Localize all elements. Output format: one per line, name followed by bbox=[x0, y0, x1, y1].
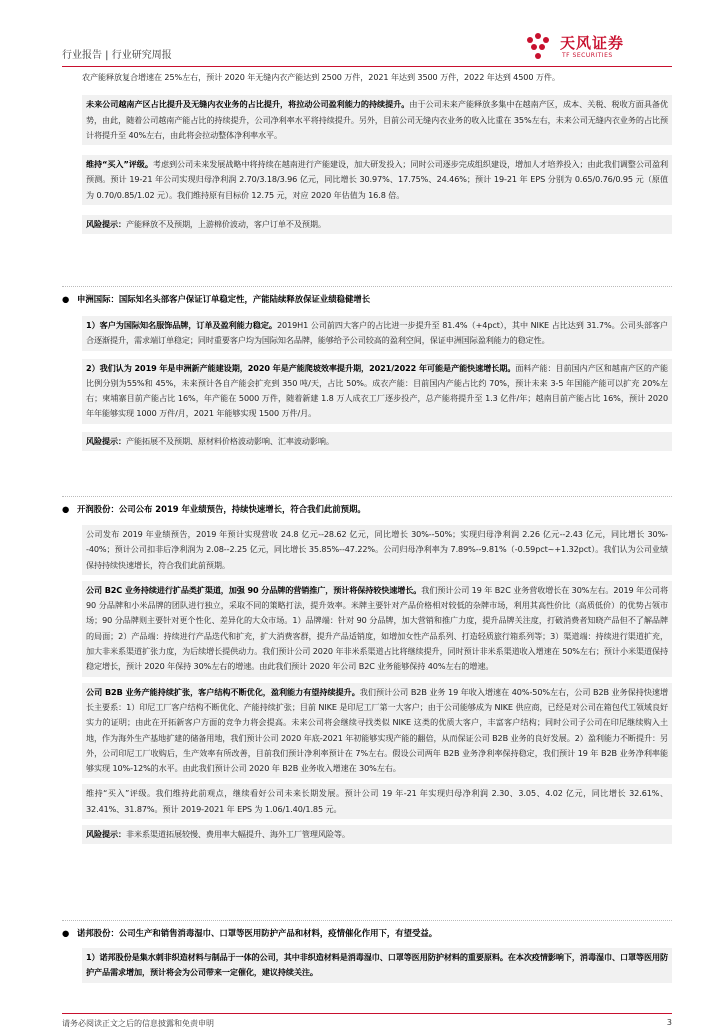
divider bbox=[62, 920, 672, 921]
logo-mark-icon bbox=[522, 30, 556, 64]
paragraph-block bbox=[82, 95, 672, 145]
risk-block bbox=[82, 825, 672, 844]
bullet-icon: ● bbox=[62, 294, 70, 304]
paragraph: 维持“买入”评级。我们维持此前观点，继续看好公司未来长期发展。预计公司 19 年-21 年实现归母净利润 2.30、3.05、4.02 亿元，同比增长 32.61%、32.41%、31.87%。预计 2019-2021 年 EPS 为 1.06/1.40/1.85 元。 bbox=[86, 788, 668, 814]
paragraph-lead: 维持“买入”评级。 bbox=[86, 159, 153, 170]
risk-paragraph bbox=[86, 434, 668, 449]
paragraph-body: 面料产能：目前国内产区和越南产区的产能比例分别为55%和 45%，未来预计各自产能会扩充到 350 吨/天，占比 50%。成衣产能：目前国内产能占比约 70%，预计未来 3-5 年国能产能可以扩充 20%左右；柬埔寨目前产能占比 16%，年产能在 5000 万件，随着新建 1.8 万人成衣工厂逐步投产，总产能将提升至 1.3 亿件/年；越南目前产能占比 16%，预计 2020 年年能够实现 1000 万件/月，2021 年能够实现 1500 万件/月。 bbox=[86, 362, 668, 419]
header-title: 行业报告 | 行业研究周报 bbox=[62, 50, 172, 61]
section-heading bbox=[62, 293, 370, 305]
bullet-icon: ● bbox=[62, 504, 70, 514]
paragraph-lead: 未来公司越南产区占比提升及无缝内衣业务的占比提升，将拉动公司盈利能力的持续提升。 bbox=[86, 99, 410, 110]
paragraph-block bbox=[82, 155, 672, 205]
section-heading bbox=[62, 503, 366, 515]
logo-name: 天风证券 bbox=[560, 34, 625, 52]
paragraph bbox=[86, 97, 668, 143]
risk-paragraph bbox=[86, 827, 668, 842]
footer-rule bbox=[62, 1013, 672, 1014]
risk-label: 风险提示： bbox=[86, 435, 126, 446]
risk-label: 风险提示： bbox=[86, 219, 126, 230]
paragraph-lead: 公司 B2B 业务产能持续扩张，客户结构不断优化，盈利能力有望持续提升。 bbox=[86, 686, 360, 697]
page-number: 3 bbox=[666, 1018, 672, 1027]
risk-block bbox=[82, 432, 672, 451]
paragraph-block bbox=[82, 683, 672, 779]
paragraph-lead: 1）客户为国际知名服饰品牌，订单及盈利能力稳定。 bbox=[86, 320, 277, 330]
paragraph-block bbox=[82, 948, 672, 983]
section-body bbox=[82, 521, 672, 844]
paragraph-body: 我们预计公司 19 年 B2C 业务营收增长在 30%左右。2019 年公司将 90 分品牌和小米品牌的团队进行独立，采取不同的策略打法，提升效率。米牌主要针对产品价格相对较低的杂牌市场，利用其高性价比（高质低价）的优势占领市场；90 分品牌则主要针对更个性化、差异化的大众市场。1）品牌端：针对 90 分品牌，加大营销和推广力度，提升品牌关注度，打破消费者知晓产品但不了解品牌的局面；2）产品端：持续进行产品迭代和扩充，扩大消费客群，提升产品适销度，如增加女性产品系列、打造轻质旅行箱系列等；3）渠道端：持续进行渠道扩充，加大非米系渠道扩张力度，为后续增长提供动力。我们预计公司 2020 年非米系渠道占比将继续提升，同时预计非米系渠道收入增速在 50%左右；预计小米渠道保持稳定增长，预计 2020 年保持 30%左右的增速。由此我们预计 2020 年公司 B2C 业务能够保持 40%左右的增速。 bbox=[86, 584, 669, 672]
section-title: 诺邦股份：公司生产和销售消毒湿巾、口罩等医用防护产品和材料，疫情催化作用下，有望受益。 bbox=[77, 928, 438, 938]
footer-disclaimer: 请务必阅读正文之后的信息披露和免责申明 bbox=[62, 1019, 214, 1028]
logo-subtitle: TF SECURITIES bbox=[562, 52, 613, 59]
paragraph-block bbox=[82, 525, 672, 575]
paragraph: 农产能释放复合增速在 25%左右，预计 2020 年无缝内衣产能达到 2500 万件，2021 年达到 3500 万件，2022 年达到 4500 万件。 bbox=[82, 72, 560, 82]
paragraph-body: 考虑到公司未来发展战略中将持续在越南进行产能建设，加大研发投入；同时公司逐步完成组织建设，增加人才培养投入；由此我们调整公司盈利预测。预计 19-21 年公司实现归母净利润 2.70/3.18/3.96 亿元，同比增长 30.97%、17.75%、24.46%；预计 19-21 年 EPS 分别为 0.65/0.76/0.95 元（原值为 0.70/0.85/1.02 元）。我们维持原有目标价 12.75 元，对应 2020 年估值为 16.8 倍。 bbox=[86, 159, 668, 200]
company-logo bbox=[522, 26, 672, 66]
section-title: 申洲国际：国际知名头部客户保证订单稳定性，产能陆续释放保证业绩稳健增长 bbox=[77, 294, 371, 304]
risk-paragraph bbox=[86, 217, 668, 232]
risk-text: 产能释放不及预期，上游棉价波动，客户订单不及预期。 bbox=[125, 219, 326, 230]
paragraph-lead: 公司 B2C 业务持续进行扩品类扩渠道，加强 90 分品牌的营销推广，预计将保持较快速增长。 bbox=[86, 584, 422, 595]
section-heading bbox=[62, 927, 437, 939]
paragraph bbox=[86, 583, 668, 675]
section-body bbox=[82, 944, 672, 983]
section-continued bbox=[82, 70, 672, 234]
paragraph bbox=[86, 318, 668, 349]
divider bbox=[62, 496, 672, 497]
section-title: 开润股份：公司公布 2019 年业绩预告，持续快速增长，符合我们此前预期。 bbox=[77, 504, 366, 514]
paragraph-block bbox=[82, 581, 672, 677]
paragraph bbox=[86, 361, 668, 422]
paragraph-block bbox=[82, 316, 672, 351]
risk-text: 产能拓展不及预期、原材料价格波动影响、汇率波动影响。 bbox=[125, 435, 334, 446]
section-body bbox=[82, 312, 672, 451]
risk-text: 非米系渠道拓展较慢、费用率大幅提升、海外工厂管理风险等。 bbox=[125, 829, 350, 840]
paragraph: 1）诺邦股份是集水刺非织造材料与制品于一体的公司，其中非织造材料是消毒湿巾、口罩等医用防护材料的重要原料。在本次疫情影响下，消毒湿巾、口罩等医用防护产品需求增加，预计将会为公司带来一定催化，建议持续关注。 bbox=[86, 952, 668, 978]
divider bbox=[62, 286, 672, 287]
header-rule bbox=[62, 66, 672, 67]
paragraph-body: 由于公司未来产能释放多集中在越南产区，成本、关税、税收方面具备优势，由此，随着公司越南产能占比的持续提升，公司净利率水平将持续提升。另外，目前公司无缝内衣业务的收入比重在 35%左右，未来公司无缝内衣业务的占比预计将提升至 40%左右，由此将会拉动整体净利率水平。 bbox=[86, 99, 668, 140]
risk-label: 风险提示： bbox=[86, 829, 126, 840]
risk-block bbox=[82, 215, 672, 234]
paragraph-block bbox=[82, 784, 672, 819]
paragraph bbox=[86, 685, 668, 777]
page-header bbox=[62, 20, 672, 70]
paragraph-block bbox=[82, 359, 672, 424]
paragraph bbox=[86, 157, 668, 203]
bullet-icon: ● bbox=[62, 928, 70, 938]
paragraph-body: 我们预计公司 B2B 业务 19 年收入增速在 40%-50%左右，公司 B2B 业务保持快速增长主要系：1）印尼工厂客户结构不断优化、产能持续扩张；目前 NIKE 是印尼工厂第一大客户；由于公司能够成为 NIKE 供应商，已经是对公司在箱包代工领域良好实力的证明；由此在开拓新客户方面的竞争力将会提高。未来公司将会继续寻找类似 NIKE 这类的优质大客户，丰富客户结构；同时公司子公司在印尼继续购入土地，作为海外生产基地扩建的储备用地，我们预计公司 2020 年底-2021 年初能够实现产能的翻倍，从而保证公司 B2B 业务的良好发展。2）盈利能力不断提升：另外，公司印尼工厂收购后，生产效率有所改善，目前我们预计净利率预计在 7%左右。假设公司两年 B2B 业务净利率保持稳定，我们预计 19 年 B2B 业务净利率能够实现 10%-12%的水平。由此我们预计公司 2020 年 B2B 业务收入增速在 30%左右。 bbox=[86, 686, 668, 774]
paragraph-body: 2019H1 公司前四大客户的占比进一步提升至 81.4%（+4pct），其中 NIKE 占比达到 31.7%。公司头部客户合逐渐提升，需求端订单稳定；同时重要客户均为国际知名品牌，能够给予公司较高的盈利空间，保证申洲国际盈利能力的稳定性。 bbox=[86, 320, 668, 346]
paragraph-lead: 2）我们认为 2019 年是申洲新产能建设期，2020 年是产能爬坡效率提升期，2021/2022 年可能是产能快速增长期。 bbox=[86, 362, 516, 373]
paragraph: 公司发布 2019 年业绩预告，2019 年预计实现营收 24.8 亿元--28.62 亿元，同比增长 30%--50%；实现归母净利润 2.26 亿元--2.43 亿元，同比增长 30%--40%；预计公司扣非后净利润为 2.08--2.25 亿元，同比增长 35.85%--47.22%。公司归母净利率为 7.89%--9.81%（-0.59pct~+1.32pct）。我们认为公司业绩保持持续快速增长，符合我们此前预期。 bbox=[86, 529, 668, 570]
